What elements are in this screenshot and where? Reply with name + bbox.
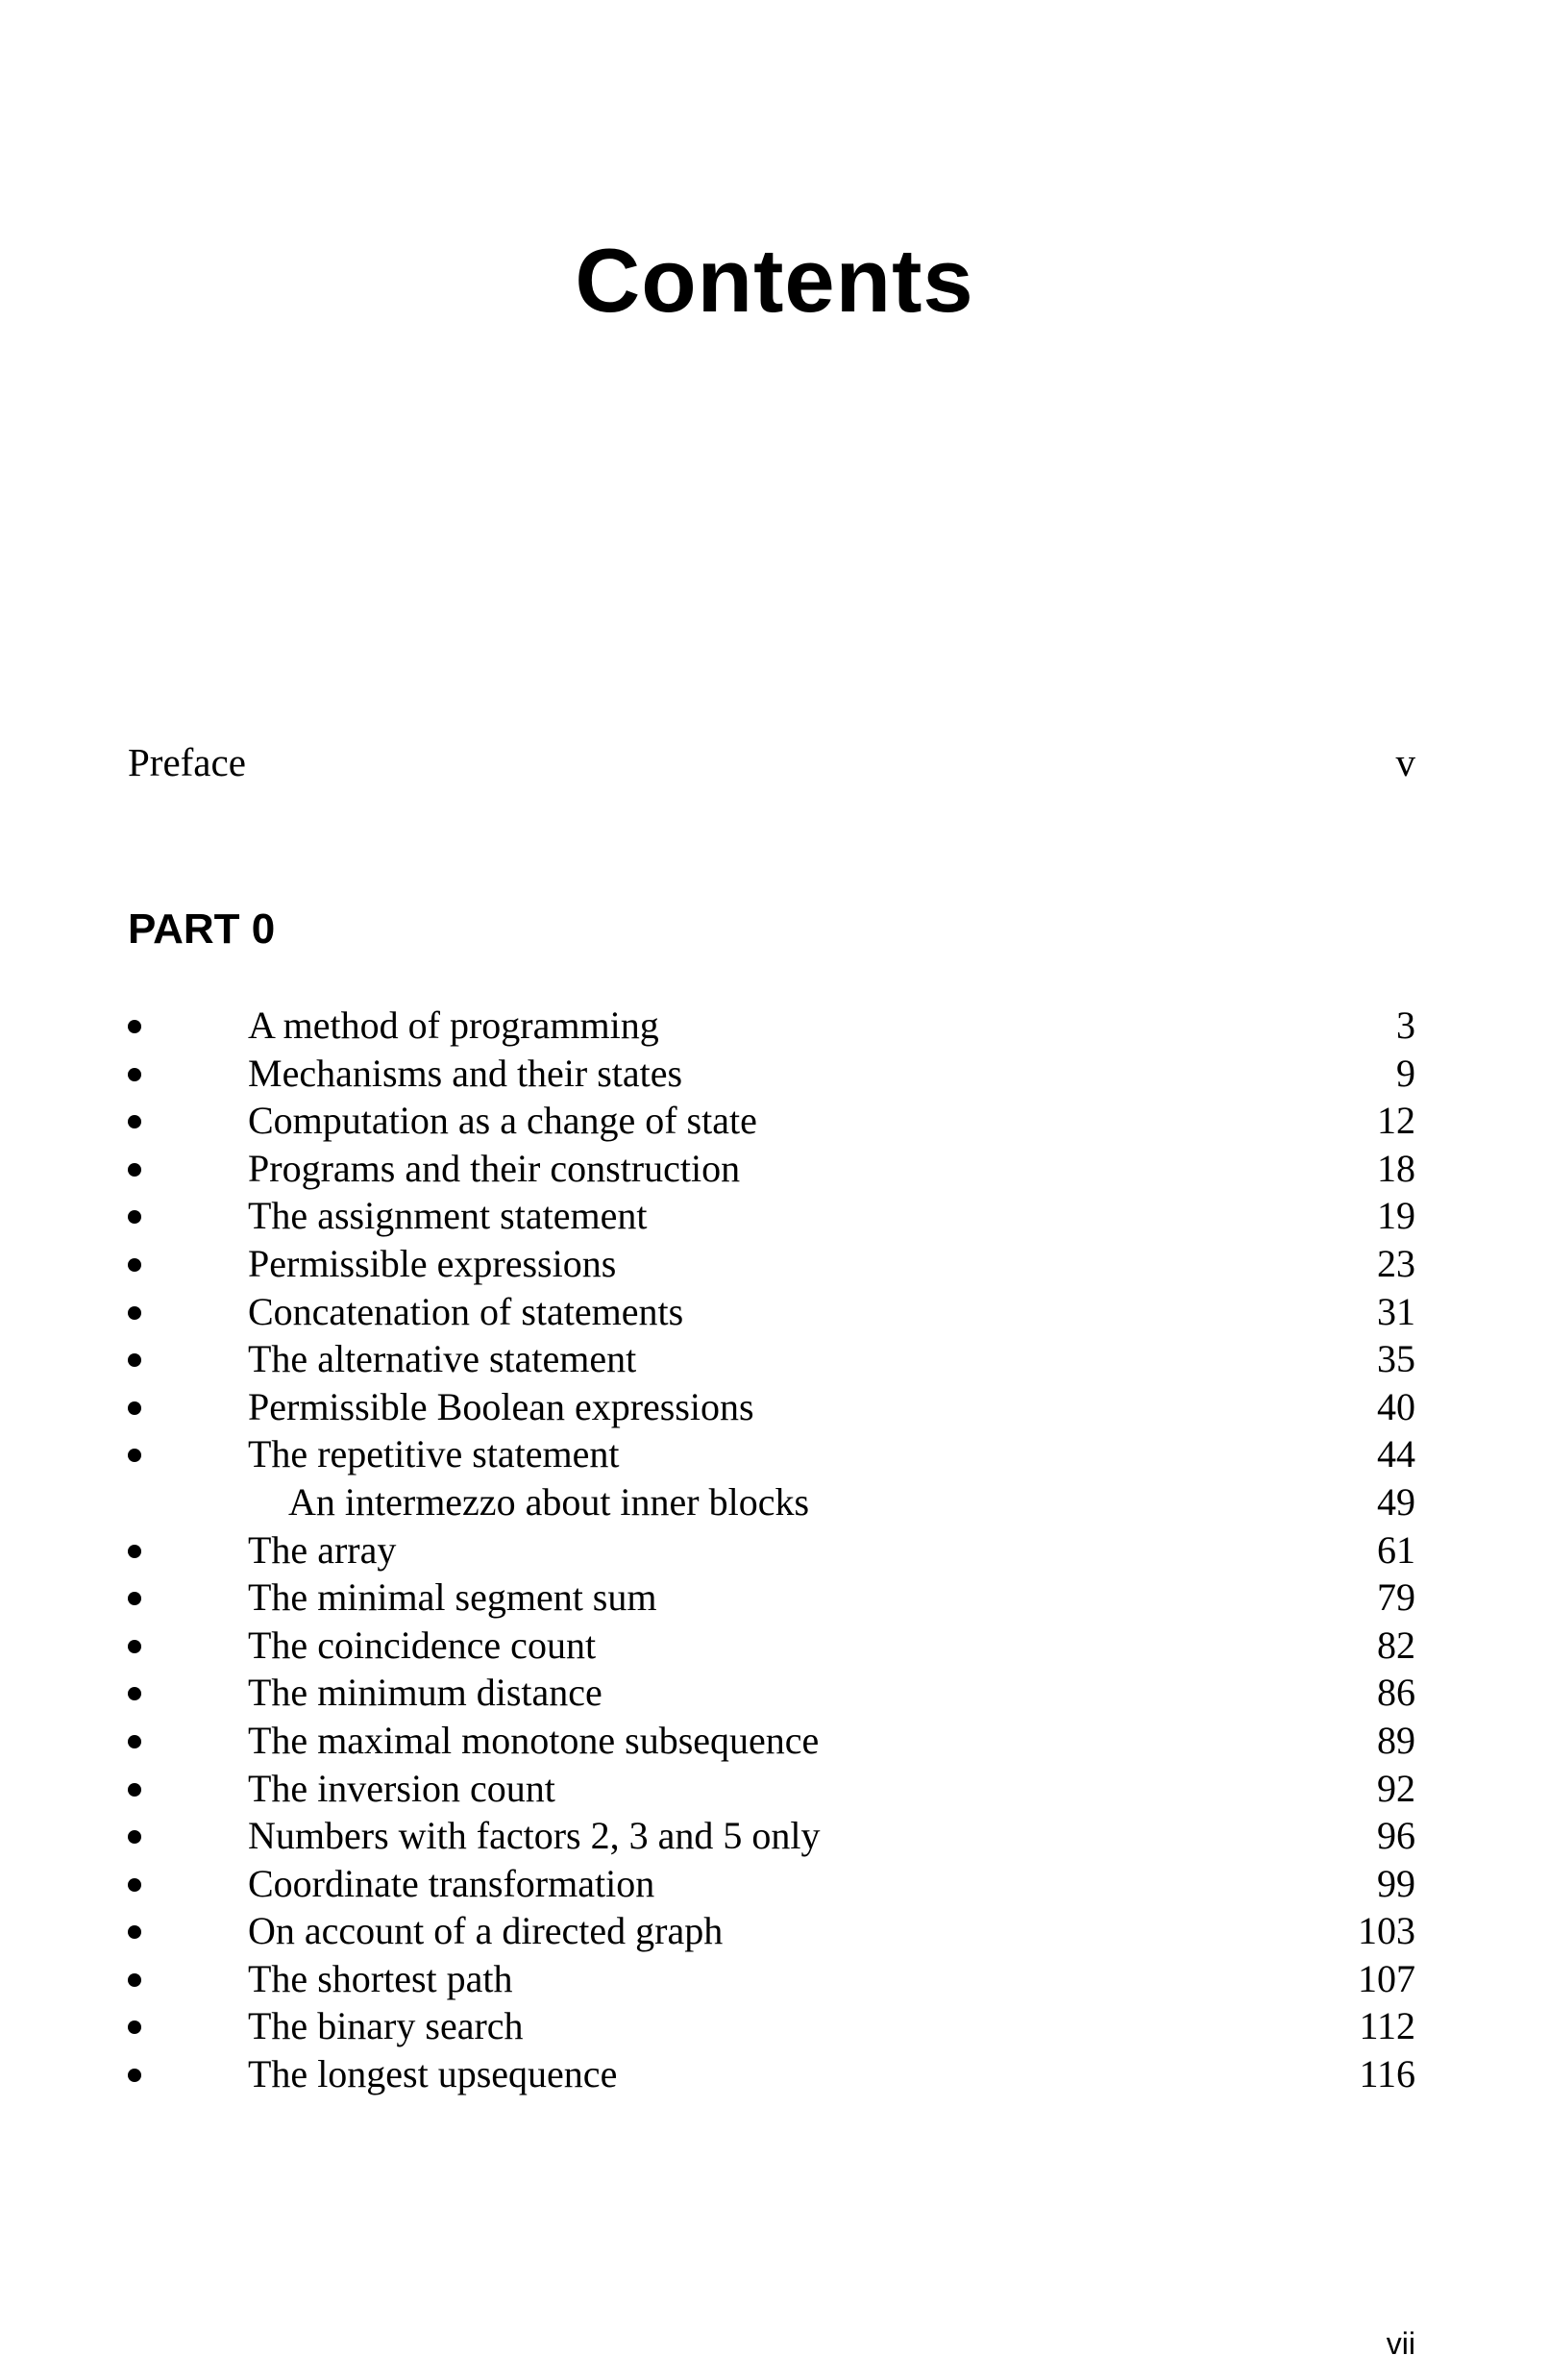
toc-entry[interactable] [128, 1288, 1415, 1336]
toc-entry[interactable] [128, 1192, 1415, 1240]
toc-entry[interactable] [128, 1335, 1415, 1383]
toc-entry-title: The longest upsequence [248, 2052, 618, 2096]
toc-entry-page: 44 [1377, 1432, 1415, 1476]
bullet-icon [128, 1068, 141, 1081]
toc-entry-title: Permissible Boolean expressions [248, 1384, 754, 1428]
toc-entry[interactable] [128, 1622, 1415, 1670]
toc-entry-title: The alternative statement [248, 1337, 637, 1381]
toc-entry[interactable] [128, 1097, 1415, 1145]
toc-entry-page: 23 [1377, 1241, 1415, 1285]
toc-entry-title: Computation as a change of state [248, 1099, 757, 1143]
bullet-icon [128, 1401, 141, 1415]
bullet-icon [128, 1973, 141, 1987]
toc-entry[interactable] [128, 1574, 1415, 1622]
toc-entry-page: 79 [1377, 1575, 1415, 1620]
part-heading: PART 0 [128, 905, 276, 953]
toc-entry-page: 49 [1377, 1479, 1415, 1524]
toc-entry[interactable] [128, 2050, 1415, 2098]
toc-entry-page: 9 [1396, 1051, 1415, 1095]
toc-entry[interactable] [128, 1955, 1415, 2003]
bullet-icon [128, 1830, 141, 1844]
toc-entry[interactable] [128, 1002, 1415, 1050]
bullet-icon [128, 1449, 141, 1462]
bullet-icon [128, 1735, 141, 1748]
bullet-icon [128, 2069, 141, 2082]
toc-entry-title: The minimal segment sum [248, 1575, 657, 1620]
toc-entry-title: The inversion count [248, 1766, 555, 1810]
page-title: Contents [575, 230, 974, 331]
toc-entry-page: 31 [1377, 1289, 1415, 1333]
toc-entry-page: 96 [1377, 1814, 1415, 1858]
toc-entry-page: 12 [1377, 1099, 1415, 1143]
toc-entry-title: The array [248, 1527, 397, 1572]
toc-entry[interactable] [128, 1765, 1415, 1813]
bullet-icon [128, 1545, 141, 1558]
toc-entry-title: Permissible expressions [248, 1241, 617, 1285]
toc-entry[interactable] [128, 1430, 1415, 1478]
toc-entry-title: Programs and their construction [248, 1146, 741, 1190]
toc-entry-title: An intermezzo about inner blocks [288, 1479, 810, 1524]
toc-entry-title: Mechanisms and their states [248, 1051, 683, 1095]
toc-entry[interactable] [128, 1526, 1415, 1574]
bullet-icon [128, 1878, 141, 1892]
toc-entry-page: 116 [1359, 2052, 1415, 2096]
bullet-icon [128, 1306, 141, 1320]
bullet-icon [128, 1258, 141, 1272]
bullet-icon [128, 1640, 141, 1653]
toc-entry[interactable] [128, 1669, 1415, 1717]
toc-entry-title: The assignment statement [248, 1194, 648, 1238]
toc-entry-title: A method of programming [248, 1004, 659, 1047]
toc-entry-title: Numbers with factors 2, 3 and 5 only [248, 1814, 821, 1858]
bullet-icon [128, 1592, 141, 1605]
toc-list [128, 1002, 1415, 2098]
toc-entry-title: The coincidence count [248, 1623, 597, 1667]
toc-entry-page: 89 [1377, 1718, 1415, 1762]
toc-entry-title: Coordinate transformation [248, 1861, 655, 1905]
bullet-icon [128, 1783, 141, 1797]
toc-entry[interactable] [128, 1717, 1415, 1765]
toc-entry-page: 82 [1377, 1623, 1415, 1667]
toc-entry[interactable] [128, 1907, 1415, 1955]
bullet-icon [128, 1163, 141, 1177]
folio-page-number: vii [1386, 2326, 1415, 2361]
toc-entry-page: 19 [1377, 1194, 1415, 1238]
toc-entry-title: On account of a directed graph [248, 1909, 724, 1953]
toc-entry-title: The shortest path [248, 1956, 513, 2000]
toc-entry-page: 3 [1396, 1004, 1415, 1047]
toc-subentry[interactable] [128, 1478, 1415, 1526]
bullet-icon [128, 1115, 141, 1128]
bullet-icon [128, 1687, 141, 1700]
toc-entry[interactable] [128, 2002, 1415, 2050]
toc-entry-page: 103 [1358, 1909, 1415, 1953]
toc-entry[interactable] [128, 1145, 1415, 1193]
bullet-icon [128, 1353, 141, 1367]
toc-entry-title: The minimum distance [248, 1671, 602, 1715]
toc-entry[interactable] [128, 1240, 1415, 1288]
toc-entry-page: 61 [1377, 1527, 1415, 1572]
toc-entry-title: The repetitive statement [248, 1432, 620, 1476]
toc-entry-page: 86 [1377, 1671, 1415, 1715]
bullet-icon [128, 1020, 141, 1033]
toc-entry-page: 35 [1377, 1337, 1415, 1381]
toc-entry-page: 40 [1377, 1384, 1415, 1428]
toc-entry[interactable] [128, 1812, 1415, 1860]
toc-entry-title: The binary search [248, 2004, 524, 2048]
bullet-icon [128, 1925, 141, 1939]
toc-entry-page: 18 [1377, 1146, 1415, 1190]
bullet-icon [128, 2021, 141, 2034]
toc-entry-title: The maximal monotone subsequence [248, 1718, 820, 1762]
bullet-icon [128, 1210, 141, 1224]
toc-entry-page: 92 [1377, 1766, 1415, 1810]
preface-label: Preface [128, 740, 246, 784]
toc-entry-title: Concatenation of statements [248, 1289, 684, 1333]
preface-page-number: v [1395, 740, 1415, 784]
toc-entry[interactable] [128, 1050, 1415, 1098]
toc-entry-page: 112 [1359, 2004, 1415, 2048]
toc-entry-page: 99 [1377, 1861, 1415, 1905]
toc-entry[interactable] [128, 1383, 1415, 1431]
toc-entry[interactable] [128, 1860, 1415, 1908]
toc-entry-page: 107 [1358, 1956, 1415, 2000]
